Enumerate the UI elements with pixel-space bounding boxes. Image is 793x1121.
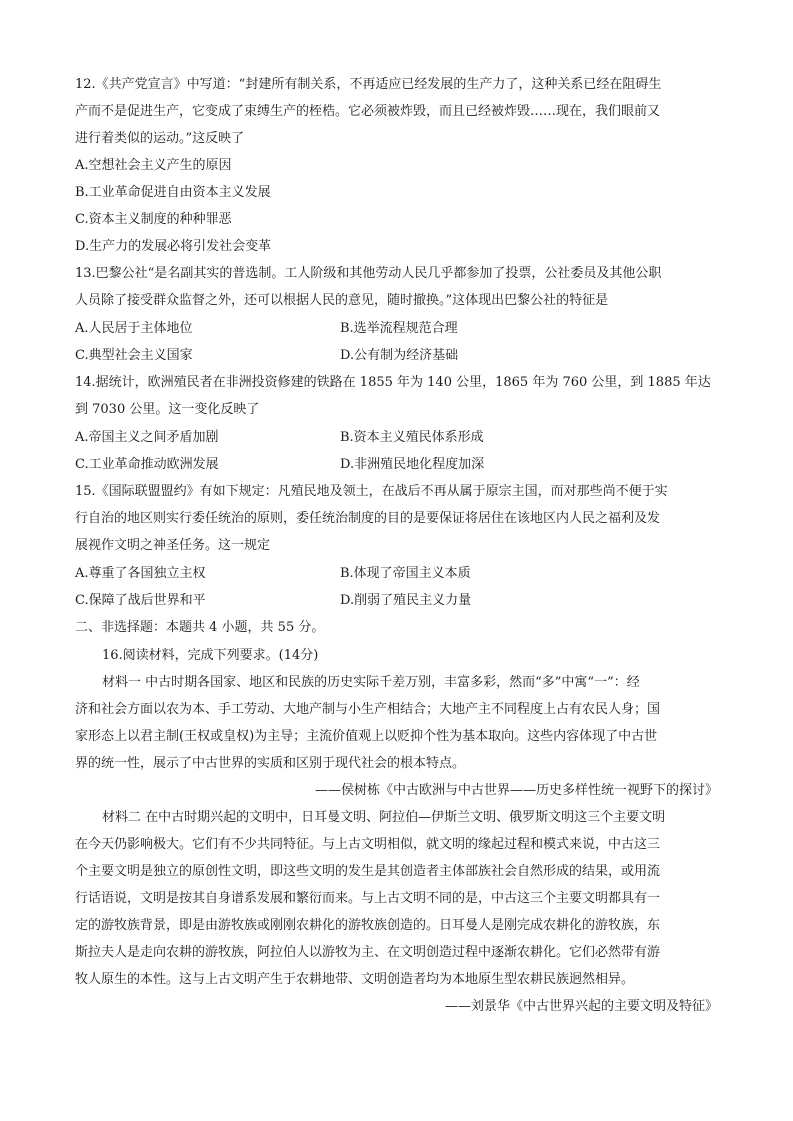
section-heading: 二、非选择题：本题共 4 小题，共 55 分。 xyxy=(75,620,325,635)
q16-title: 16.阅读材料，完成下列要求。(14分) xyxy=(102,648,319,663)
q13-option-a: A.人民居于主体地位 xyxy=(75,321,193,336)
q13-option-c: C.典型社会主义国家 xyxy=(75,348,193,363)
material2-line: 定的游牧族背景，即是由游牧族或刚刚农耕化的游牧族创造的。日耳曼人是刚完成农耕化的游牧族，东 xyxy=(75,918,661,933)
q15-stem-line: 展视作文明之神圣任务。这一规定 xyxy=(75,538,271,553)
q15-option-a: A.尊重了各国独立主权 xyxy=(75,566,206,581)
q13-stem-line: 人员除了接受群众监督之外，还可以根据人民的意见，随时撤换。”这体现出巴黎公社的特征是 xyxy=(75,293,609,308)
material1-line: 家形态上以君主制(王权或皇权)为主导；主流价值观上以贬抑个性为基本取向。这些内容体现了中古世 xyxy=(75,729,658,744)
material1-source: ——侯树栋《中古欧洲与中古世界——历史多样性统一视野下的探讨》 xyxy=(314,783,718,798)
q13-stem-line: 13.巴黎公社“是名副其实的普选制。工人阶级和其他劳动人民几乎都参加了投票，公社委员及其他公职 xyxy=(75,266,662,281)
q15-option-d: D.削弱了殖民主义力量 xyxy=(340,593,472,608)
q12-option-b: B.工业革命促进自由资本主义发展 xyxy=(75,185,271,200)
q14-option-b: B.资本主义殖民体系形成 xyxy=(340,430,484,445)
q15-stem-line: 15.《国际联盟盟约》有如下规定：凡殖民地及领土，在战后不再从属于原宗主国，而对那些尚不便于实 xyxy=(75,484,668,499)
q15-option-c: C.保障了战后世界和平 xyxy=(75,593,206,608)
material2-line: 个主要文明是独立的原创性文明，即这些文明的发生是其创造者主体部族社会自然形成的结果，或用流 xyxy=(75,864,661,879)
q15-option-b: B.体现了帝国主义本质 xyxy=(340,566,471,581)
material1-line: 材料一 中古时期各国家、地区和民族的历史实际千差万别，丰富多彩，然而“多”中寓“一”：经 xyxy=(102,675,640,690)
material2-line: 在今天仍影响极大。它们有不少共同特征。与上古文明相似，就文明的缘起过程和模式来说，中古这三 xyxy=(75,837,661,852)
material1-line: 界的统一性，展示了中古世界的实质和区别于现代社会的根本特点。 xyxy=(75,756,466,771)
q13-option-b: B.选举流程规范合理 xyxy=(340,321,458,336)
material2-line: 牧人原生的本性。这与上古文明产生于农耕地带、文明创造者均为本地原生型农耕民族迥然相异。 xyxy=(75,972,635,987)
q14-option-c: C.工业革命推动欧洲发展 xyxy=(75,457,219,472)
material1-line: 济和社会方面以农为本、手工劳动、大地产制与小生产相结合；大地产主不同程度上占有农民人身；国 xyxy=(75,702,661,717)
q12-stem-line: 12.《共产党宣言》中写道：“封建所有制关系，不再适应已经发展的生产力了，这种关系已经在阻碍生 xyxy=(75,77,662,92)
material2-source: ——刘景华《中古世界兴起的主要文明及特征》 xyxy=(444,999,718,1014)
q12-stem-line: 产而不是促进生产，它变成了束缚生产的桎梏。它必须被炸毁，而且已经被炸毁……现在，我们眼前又 xyxy=(75,104,661,119)
q14-stem-line: 14.据统计，欧洲殖民者在非洲投资修建的铁路在 1855 年为 140 公里，1865 年为 760 公里，到 1885 年达 xyxy=(75,375,711,390)
q14-option-a: A.帝国主义之间矛盾加剧 xyxy=(75,430,219,445)
material2-line: 行话语说，文明是按其自身谱系发展和繁衍而来。与上古文明不同的是，中古这三个主要文明都具有一 xyxy=(75,891,661,906)
material2-line: 斯拉夫人是走向农耕的游牧族，阿拉伯人以游牧为主、在文明创造过程中逐渐农耕化。它们必然带有游 xyxy=(75,945,661,960)
q14-stem-line: 到 7030 公里。这一变化反映了 xyxy=(75,402,260,417)
q13-option-d: D.公有制为经济基础 xyxy=(340,348,459,363)
q12-option-a: A.空想社会主义产生的原因 xyxy=(75,158,232,173)
q12-stem-line: 进行着类似的运动。”这反映了 xyxy=(75,131,245,146)
q12-option-c: C.资本主义制度的种种罪恶 xyxy=(75,212,232,227)
q15-stem-line: 行自治的地区则实行委任统治的原则，委任统治制度的目的是要保证将居住在该地区内人民之福利及发 xyxy=(75,511,661,526)
q12-option-d: D.生产力的发展必将引发社会变革 xyxy=(75,239,272,254)
q14-option-d: D.非洲殖民地化程度加深 xyxy=(340,457,485,472)
material2-line: 材料二 在中古时期兴起的文明中，日耳曼文明、阿拉伯—伊斯兰文明、俄罗斯文明这三个主要文明 xyxy=(102,810,666,825)
